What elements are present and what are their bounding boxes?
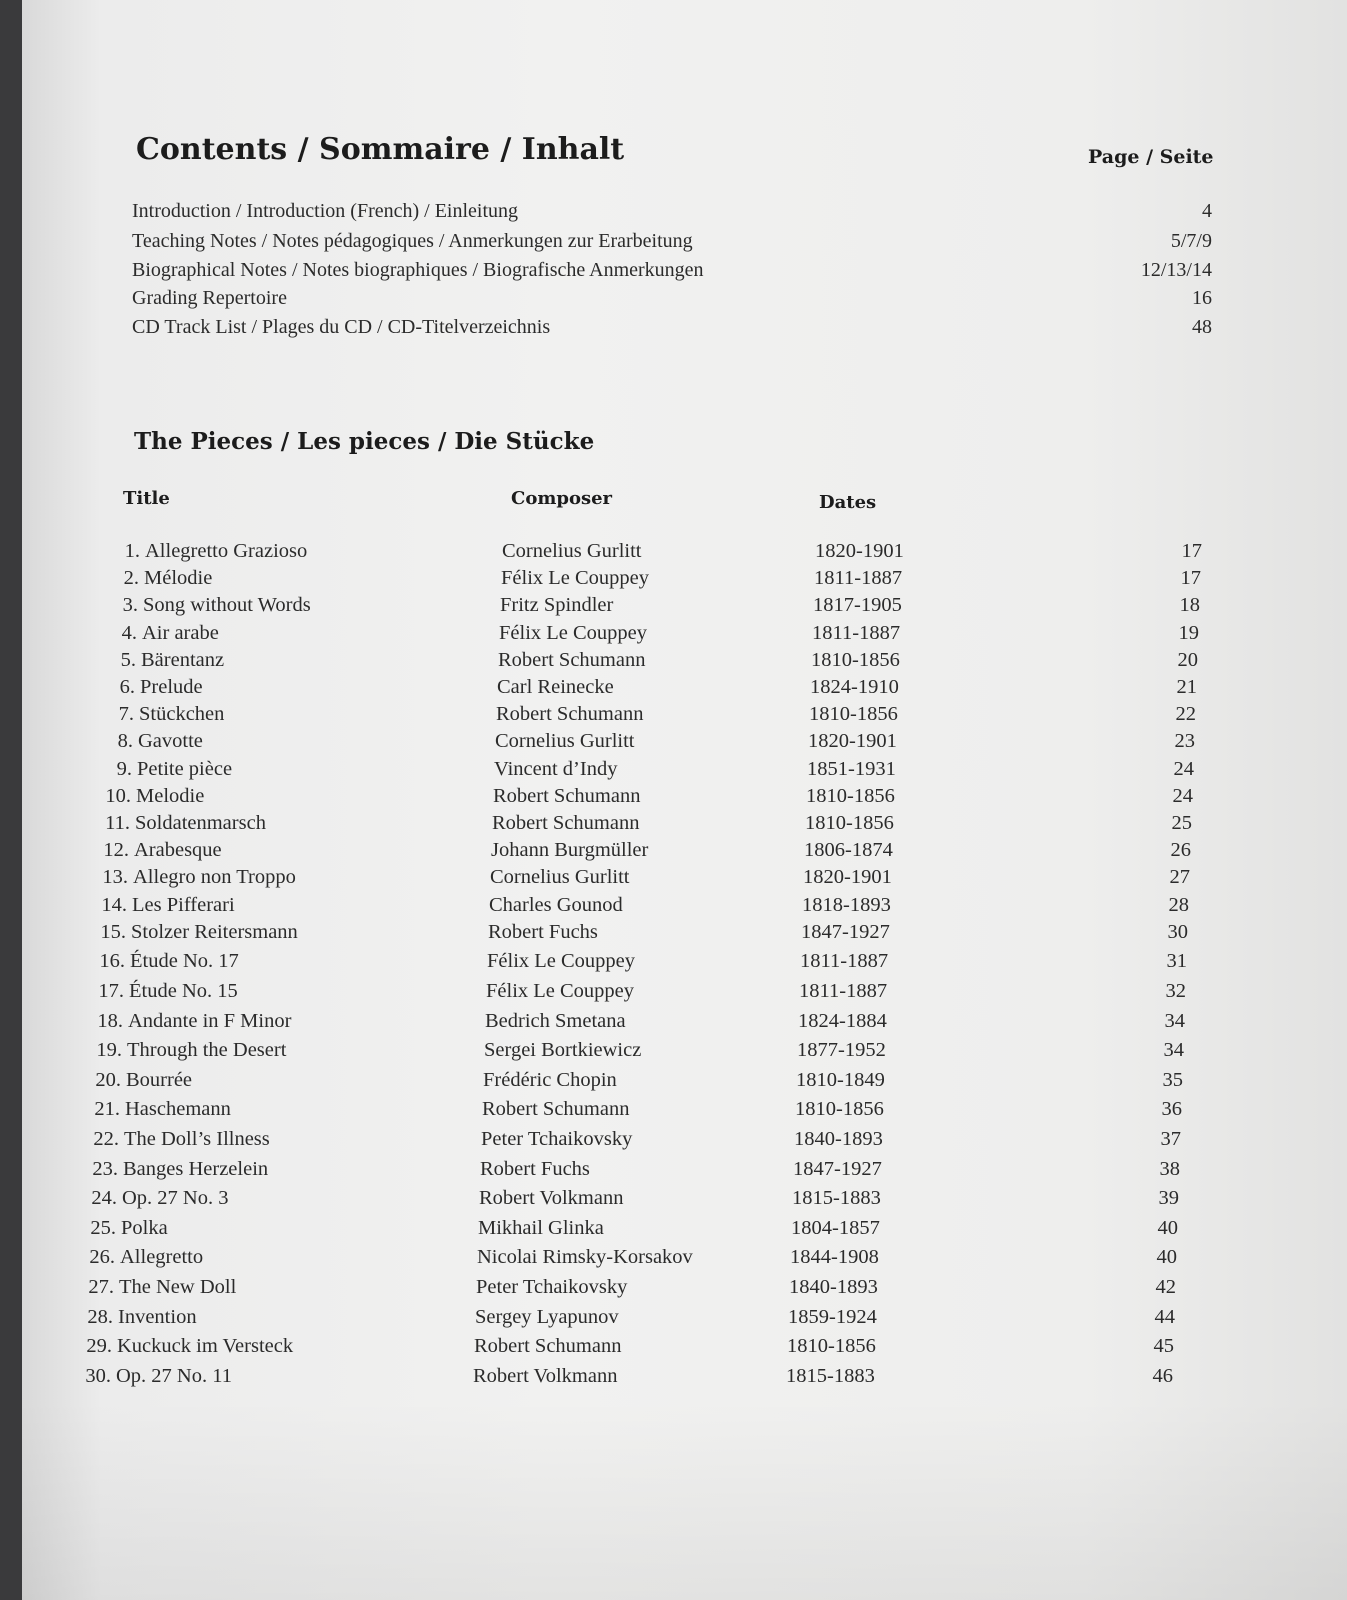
piece-number: 5.: [120, 648, 136, 671]
piece-dates: 1847-1927: [801, 920, 890, 943]
piece-page: 40: [1156, 1246, 1177, 1269]
piece-composer: Mikhail Glinka: [478, 1216, 604, 1239]
piece-composer: Félix Le Couppey: [499, 621, 648, 644]
piece-composer: Robert Volkmann: [473, 1364, 618, 1387]
piece-composer: Sergei Bortkiewicz: [484, 1039, 642, 1062]
contents-heading: Contents / Sommaire / Inhalt: [136, 132, 625, 167]
piece-title: Op. 27 No. 3: [122, 1187, 229, 1210]
piece-number: 2.: [123, 567, 139, 590]
title-column-header: Title: [123, 488, 170, 509]
piece-number: 22.: [93, 1128, 119, 1150]
piece-title: Allegretto Grazioso: [145, 540, 308, 562]
piece-page: 17: [1181, 540, 1202, 562]
piece-page: 28: [1168, 893, 1189, 916]
piece-page: 45: [1153, 1335, 1174, 1358]
piece-number: 25.: [90, 1216, 116, 1239]
piece-composer: Peter Tchaikovsky: [481, 1128, 633, 1150]
piece-number: 21.: [94, 1098, 120, 1121]
piece-page: 20: [1177, 648, 1198, 671]
piece-page: 23: [1174, 730, 1195, 753]
piece-title: Through the Desert: [127, 1039, 287, 1062]
piece-number: 17.: [98, 980, 124, 1002]
piece-composer: Robert Schumann: [482, 1098, 630, 1121]
piece-page: 22: [1175, 703, 1196, 726]
piece-number: 23.: [92, 1157, 118, 1180]
piece-composer: Johann Burgmüller: [491, 839, 649, 862]
piece-number: 9.: [116, 757, 132, 780]
piece-page: 42: [1155, 1276, 1176, 1298]
piece-title: Kuckuck im Versteck: [117, 1335, 294, 1358]
piece-title: Mélodie: [144, 567, 213, 590]
toc-entry-label: Grading Repertoire: [132, 287, 287, 309]
piece-number: 20.: [95, 1068, 121, 1091]
piece-number: 30.: [85, 1364, 111, 1387]
piece-dates: 1811-1887: [812, 621, 901, 644]
piece-title: Arabesque: [134, 839, 222, 862]
piece-page: 21: [1176, 676, 1197, 698]
toc-entry-page: 5/7/9: [1170, 230, 1212, 252]
piece-title: Andante in F Minor: [128, 1009, 292, 1032]
piece-title: Air arabe: [142, 621, 219, 644]
toc-entry: [132, 200, 1212, 228]
composer-column-header: Composer: [511, 488, 613, 509]
piece-title: Gavotte: [138, 730, 203, 753]
piece-dates: 1820-1901: [808, 730, 897, 753]
piece-number: 24.: [91, 1187, 117, 1210]
piece-number: 13.: [102, 866, 128, 889]
piece-title: Étude No. 17: [130, 950, 239, 973]
piece-page: 34: [1164, 1009, 1185, 1032]
piece-number: 29.: [86, 1335, 112, 1358]
dates-column-header: Dates: [819, 492, 877, 513]
piece-page: 37: [1160, 1128, 1181, 1150]
piece-number: 4.: [121, 621, 137, 644]
piece-dates: 1810-1856: [806, 784, 895, 807]
piece-dates: 1815-1883: [792, 1187, 881, 1210]
piece-title: Les Pifferari: [132, 893, 235, 916]
piece-page: 44: [1154, 1305, 1175, 1328]
piece-page: 24: [1172, 784, 1193, 807]
piece-number: 8.: [117, 730, 133, 753]
piece-number: 18.: [97, 1009, 123, 1032]
page-column-heading: Page / Seite: [1088, 146, 1214, 168]
piece-title: Soldatenmarsch: [135, 812, 266, 834]
piece-number: 16.: [99, 950, 125, 973]
piece-composer: Cornelius Gurlitt: [495, 730, 635, 753]
piece-page: 40: [1157, 1216, 1178, 1239]
toc-entry: [132, 230, 1212, 258]
piece-dates: 1840-1893: [789, 1276, 878, 1298]
piece-dates: 1820-1901: [815, 540, 904, 562]
toc-entry-page: 16: [1192, 287, 1212, 309]
piece-page: 36: [1161, 1098, 1182, 1121]
piece-title: Polka: [121, 1216, 168, 1239]
piece-composer: Robert Schumann: [474, 1335, 622, 1358]
toc-entry: [132, 316, 1212, 344]
piece-dates: 1810-1856: [811, 648, 900, 671]
piece-page: 26: [1170, 839, 1191, 862]
piece-composer: Félix Le Couppey: [487, 950, 636, 973]
piece-number: 15.: [100, 920, 126, 943]
piece-composer: Robert Schumann: [492, 812, 640, 834]
piece-title: The Doll’s Illness: [124, 1128, 270, 1150]
piece-page: 38: [1159, 1157, 1180, 1180]
toc-entry-label: Teaching Notes / Notes pédagogiques / Anmerkungen zur Erarbeitung: [132, 230, 693, 252]
piece-title: Melodie: [136, 784, 205, 807]
piece-composer: Félix Le Couppey: [486, 980, 635, 1002]
piece-title: Bourrée: [126, 1068, 193, 1091]
piece-dates: 1824-1884: [798, 1009, 887, 1032]
piece-composer: Frédéric Chopin: [483, 1068, 617, 1091]
piece-composer: Robert Schumann: [496, 703, 644, 726]
piece-composer: Cornelius Gurlitt: [502, 540, 642, 562]
piece-number: 1.: [124, 540, 140, 562]
piece-composer: Vincent d’Indy: [494, 757, 618, 780]
piece-page: 35: [1162, 1068, 1183, 1091]
piece-composer: Robert Schumann: [493, 784, 641, 807]
piece-composer: Robert Schumann: [498, 648, 646, 671]
piece-title: Petite pièce: [137, 757, 233, 780]
piece-composer: Peter Tchaikovsky: [476, 1276, 628, 1298]
piece-composer: Charles Gounod: [489, 893, 623, 916]
piece-number: 7.: [118, 703, 134, 726]
piece-composer: Carl Reinecke: [497, 676, 614, 698]
piece-number: 14.: [101, 893, 127, 916]
piece-composer: Robert Volkmann: [479, 1187, 624, 1210]
piece-title: Banges Herzelein: [123, 1157, 269, 1180]
piece-dates: 1840-1893: [794, 1128, 883, 1150]
toc-entry-label: CD Track List / Plages du CD / CD-Titelverzeichnis: [132, 316, 551, 338]
piece-dates: 1811-1887: [799, 980, 888, 1002]
piece-number: 11.: [105, 812, 130, 834]
piece-number: 26.: [89, 1246, 115, 1269]
piece-page: 17: [1180, 567, 1201, 590]
piece-number: 12.: [103, 839, 129, 862]
piece-page: 19: [1178, 621, 1199, 644]
piece-dates: 1817-1905: [813, 594, 902, 617]
piece-composer: Robert Fuchs: [488, 920, 598, 943]
piece-dates: 1818-1893: [802, 893, 891, 916]
piece-number: 10.: [105, 784, 131, 807]
piece-title: Étude No. 15: [129, 980, 238, 1002]
piece-number: 27.: [88, 1276, 114, 1298]
piece-page: 18: [1179, 594, 1200, 617]
piece-dates: 1811-1887: [814, 567, 903, 590]
piece-number: 6.: [119, 676, 135, 698]
piece-dates: 1810-1856: [809, 703, 898, 726]
piece-dates: 1844-1908: [790, 1246, 879, 1269]
piece-composer: Félix Le Couppey: [501, 567, 650, 590]
piece-composer: Sergey Lyapunov: [475, 1305, 619, 1328]
piece-dates: 1811-1887: [800, 950, 889, 973]
piece-dates: 1820-1901: [803, 866, 892, 889]
piece-composer: Bedrich Smetana: [485, 1009, 626, 1032]
piece-composer: Fritz Spindler: [500, 594, 614, 617]
piece-page: 30: [1167, 920, 1188, 943]
piece-number: 19.: [96, 1039, 122, 1062]
toc-entry-page: 12/13/14: [1140, 259, 1212, 281]
piece-title: Bärentanz: [141, 648, 225, 671]
piece-dates: 1810-1856: [795, 1098, 884, 1121]
piece-title: Stückchen: [139, 703, 225, 726]
toc-entry-page: 4: [1202, 200, 1212, 222]
toc-entry-label: Biographical Notes / Notes biographiques / Biografische Anmerkungen: [132, 259, 704, 281]
piece-title: The New Doll: [119, 1276, 237, 1298]
piece-dates: 1824-1910: [810, 676, 899, 698]
book-page: [22, 0, 1347, 1600]
toc-entry: [132, 259, 1212, 287]
piece-dates: 1859-1924: [788, 1305, 877, 1328]
piece-title: Allegretto: [120, 1246, 204, 1269]
piece-page: 32: [1165, 980, 1186, 1002]
toc-entry-label: Introduction / Introduction (French) / Einleitung: [132, 200, 519, 222]
piece-title: Song without Words: [143, 594, 311, 617]
piece-title: Op. 27 No. 11: [116, 1364, 232, 1387]
piece-title: Haschemann: [125, 1098, 231, 1121]
piece-title: Invention: [118, 1305, 197, 1328]
piece-composer: Robert Fuchs: [480, 1157, 590, 1180]
piece-page: 24: [1173, 757, 1194, 780]
piece-composer: Cornelius Gurlitt: [490, 866, 630, 889]
piece-dates: 1810-1856: [787, 1335, 876, 1358]
pieces-heading: The Pieces / Les pieces / Die Stücke: [134, 428, 595, 455]
piece-dates: 1804-1857: [791, 1216, 880, 1239]
piece-title: Prelude: [140, 676, 203, 698]
piece-dates: 1877-1952: [797, 1039, 886, 1062]
piece-page: 27: [1169, 866, 1190, 889]
piece-dates: 1815-1883: [786, 1364, 875, 1387]
toc-entry-page: 48: [1192, 316, 1212, 338]
piece-title: Stolzer Reitersmann: [131, 920, 298, 943]
piece-page: 31: [1166, 950, 1187, 973]
piece-number: 3.: [122, 594, 138, 617]
toc-entry: [132, 287, 1212, 315]
piece-dates: 1851-1931: [807, 757, 896, 780]
piece-page: 34: [1163, 1039, 1184, 1062]
piece-page: 39: [1158, 1187, 1179, 1210]
piece-dates: 1810-1849: [796, 1068, 885, 1091]
piece-composer: Nicolai Rimsky-Korsakov: [477, 1246, 693, 1269]
piece-page: 25: [1171, 812, 1192, 834]
piece-dates: 1806-1874: [804, 839, 893, 862]
piece-dates: 1847-1927: [793, 1157, 882, 1180]
piece-page: 46: [1152, 1364, 1173, 1387]
piece-dates: 1810-1856: [805, 812, 894, 834]
piece-number: 28.: [87, 1305, 113, 1328]
piece-title: Allegro non Troppo: [133, 866, 296, 889]
